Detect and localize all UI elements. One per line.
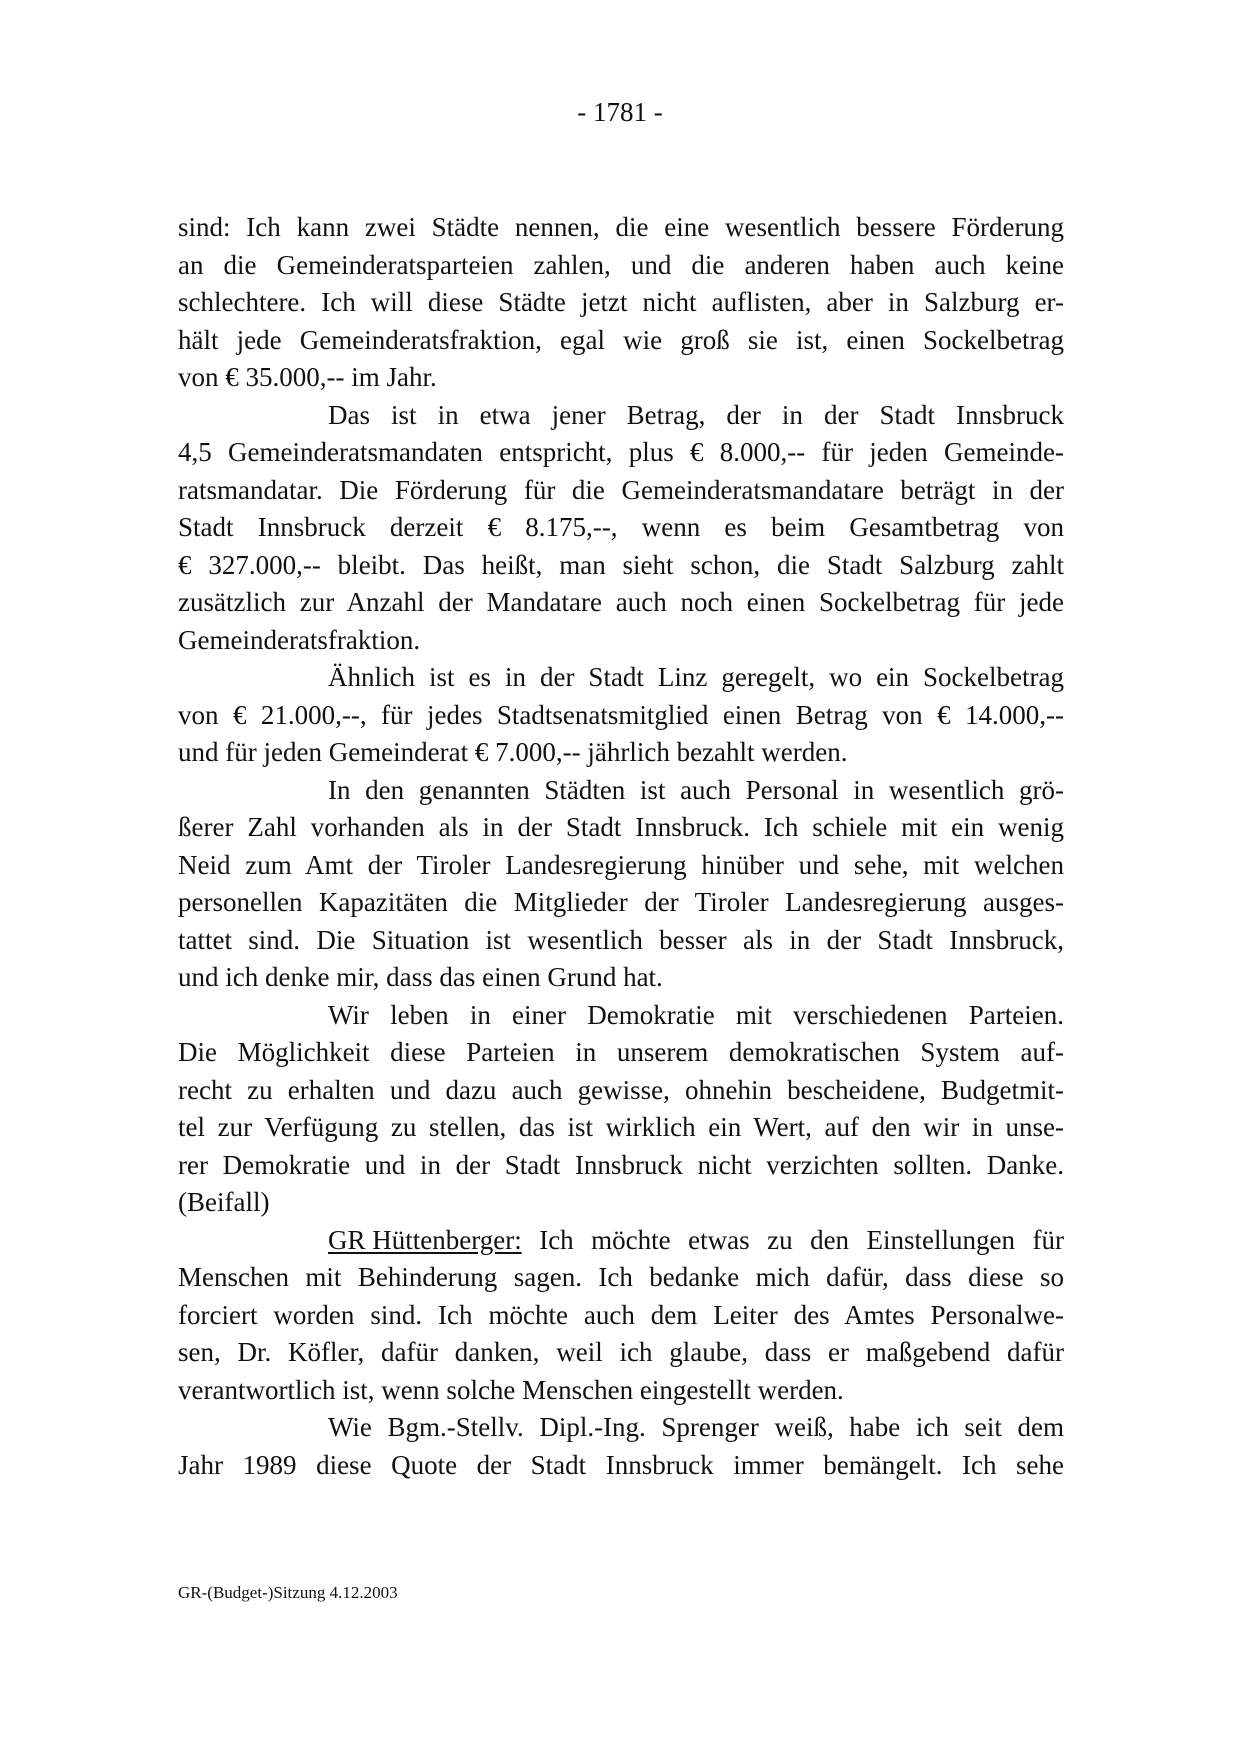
text-line: tattet sind. Die Situation ist wesentlich besser als in der Stadt Innsbruck, bbox=[178, 924, 1064, 955]
text-line: sen, Dr. Köfler, dafür danken, weil ich glaube, dass er maßgebend dafür bbox=[178, 1337, 1064, 1367]
text-line: ßerer Zahl vorhanden als in der Stadt Innsbruck. Ich schiele mit ein wenig bbox=[178, 812, 1064, 842]
text-line: und für jeden Gemeinderat € 7.000,-- jährlich bezahlt werden. bbox=[178, 737, 848, 767]
text-line: In den genannten Städten ist auch Personal in wesentlich grö- bbox=[328, 774, 1064, 805]
text-line: hält jede Gemeinderatsfraktion, egal wie groß sie ist, einen Sockelbetrag bbox=[178, 324, 1064, 355]
text-line: von € 21.000,--, für jedes Stadtsenatsmitglied einen Betrag von € 14.000,-- bbox=[178, 699, 1064, 730]
text-line: ratsmandatar. Die Förderung für die Gemeinderatsmandatare beträgt in der bbox=[178, 474, 1064, 505]
text-line: Das ist in etwa jener Betrag, der in der Stadt Innsbruck bbox=[328, 399, 1064, 430]
text-line: (Beifall) bbox=[178, 1187, 270, 1217]
text-line: Jahr 1989 diese Quote der Stadt Innsbruck immer bemängelt. Ich sehe bbox=[178, 1449, 1064, 1480]
text-line: Gemeinderatsfraktion. bbox=[178, 624, 421, 655]
text-line: recht zu erhalten und dazu auch gewisse, ohnehin bescheidene, Budgetmit- bbox=[178, 1074, 1064, 1105]
text-line: Wir leben in einer Demokratie mit verschiedenen Parteien. bbox=[328, 999, 1064, 1030]
text-line: schlechtere. Ich will diese Städte jetzt nicht auflisten, aber in Salzburg er- bbox=[178, 287, 1064, 317]
text-line: von € 35.000,-- im Jahr. bbox=[178, 362, 437, 392]
paragraph bbox=[178, 772, 1064, 997]
text-line: forciert worden sind. Ich möchte auch dem Leiter des Amtes Personalwe- bbox=[178, 1299, 1064, 1330]
text-line: Neid zum Amt der Tiroler Landesregierung hinüber und sehe, mit welchen bbox=[178, 849, 1064, 880]
text-line: € 327.000,-- bleibt. Das heißt, man sieht schon, die Stadt Salzburg zahlt bbox=[178, 549, 1064, 580]
text-line: an die Gemeinderatsparteien zahlen, und die anderen haben auch keine bbox=[178, 249, 1064, 280]
speaker-line bbox=[178, 1222, 1064, 1260]
text-line: rer Demokratie und in der Stadt Innsbruck nicht verzichten sollten. Danke. bbox=[178, 1149, 1064, 1180]
text-line: 4,5 Gemeinderatsmandaten entspricht, plus € 8.000,-- für jeden Gemeinde- bbox=[178, 437, 1064, 467]
text-line: Menschen mit Behinderung sagen. Ich bedanke mich dafür, dass diese so bbox=[178, 1262, 1064, 1292]
text-line: personellen Kapazitäten die Mitglieder der Tiroler Landesregierung ausges- bbox=[178, 887, 1064, 917]
paragraph bbox=[178, 997, 1064, 1222]
text-line: Stadt Innsbruck derzeit € 8.175,--, wenn es beim Gesamtbetrag von bbox=[178, 512, 1064, 542]
text-line: zusätzlich zur Anzahl der Mandatare auch noch einen Sockelbetrag für jede bbox=[178, 587, 1064, 617]
page-number: - 1781 - bbox=[577, 97, 663, 127]
paragraph bbox=[178, 659, 1064, 772]
body-text bbox=[178, 209, 1064, 1484]
text-line: verantwortlich ist, wenn solche Menschen eingestellt werden. bbox=[178, 1374, 844, 1405]
text-line: Die Möglichkeit diese Parteien in unserem demokratischen System auf- bbox=[178, 1037, 1064, 1067]
text-line: sind: Ich kann zwei Städte nennen, die eine wesentlich bessere Förderung bbox=[178, 212, 1064, 242]
paragraph bbox=[178, 209, 1064, 397]
text-line: Ähnlich ist es in der Stadt Linz geregelt, wo ein Sockelbetrag bbox=[328, 662, 1064, 692]
speaker-statement: Ich möchte etwas zu den Einstellungen für bbox=[521, 1224, 1064, 1255]
paragraph bbox=[178, 397, 1064, 660]
speaker-paragraph bbox=[178, 1222, 1064, 1410]
footer: GR-(Budget-)Sitzung 4.12.2003 bbox=[178, 1583, 398, 1602]
text-line: Wie Bgm.-Stellv. Dipl.-Ing. Sprenger weiß, habe ich seit dem bbox=[328, 1412, 1064, 1442]
text-line: tel zur Verfügung zu stellen, das ist wirklich ein Wert, auf den wir in unse- bbox=[178, 1112, 1064, 1142]
speaker-name: GR Hüttenberger: bbox=[328, 1224, 522, 1255]
text-line: und ich denke mir, dass das einen Grund hat. bbox=[178, 962, 663, 992]
paragraph bbox=[178, 1409, 1064, 1484]
